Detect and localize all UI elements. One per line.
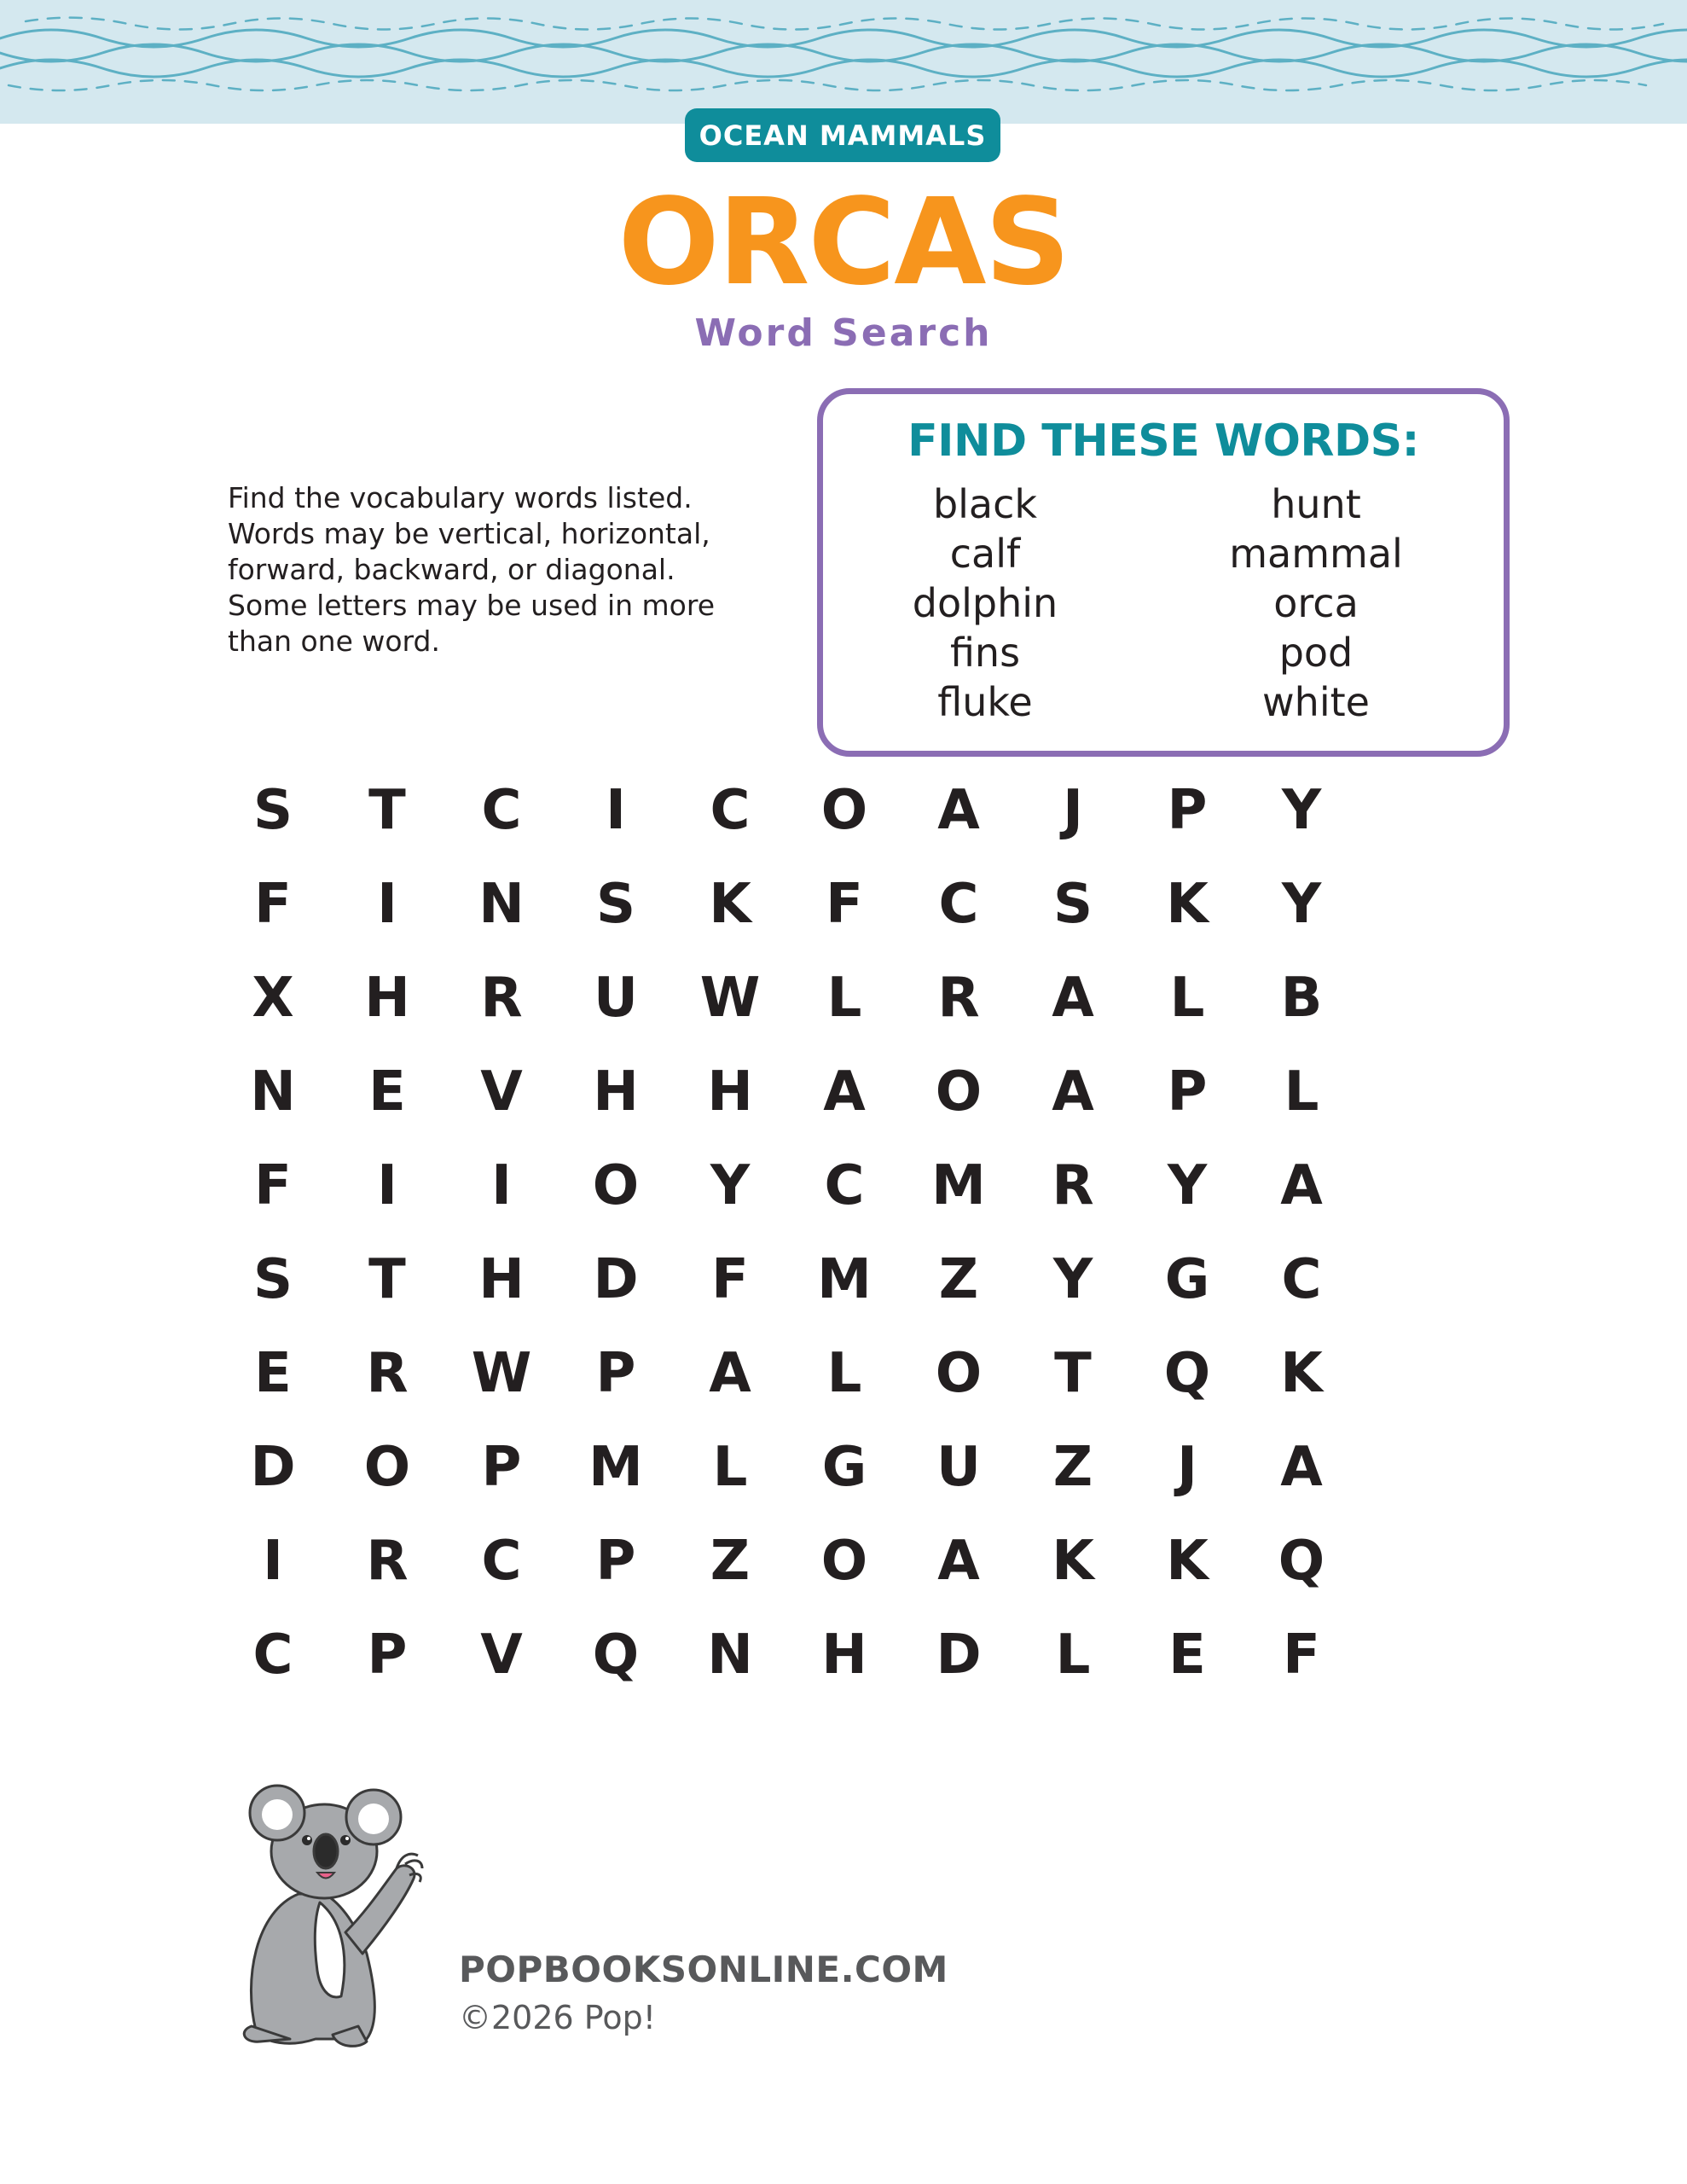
grid-letter: Z [1052, 1436, 1093, 1499]
word-item: hunt [1271, 481, 1361, 527]
grid-letter: N [707, 1623, 753, 1687]
grid-letter: H [707, 1060, 753, 1124]
grid-letter: A [937, 779, 980, 842]
grid-letter: K [1280, 1342, 1323, 1405]
grid-letter: C [824, 1154, 865, 1217]
grid-letter: C [938, 873, 979, 936]
grid-letter: H [593, 1060, 639, 1124]
grid-letter: U [594, 967, 638, 1030]
grid-letter: G [1164, 1248, 1210, 1311]
grid-letter: L [1284, 1060, 1319, 1124]
wave-pattern-icon [0, 0, 1687, 124]
grid-letter: C [481, 779, 522, 842]
word-item: white [1262, 679, 1370, 725]
word-item: calf [949, 531, 1021, 577]
grid-letter: A [709, 1342, 751, 1405]
grid-letter: C [1281, 1248, 1322, 1311]
grid-letter: C [481, 1530, 522, 1593]
grid-letter: Y [1167, 1154, 1208, 1217]
word-list-right-column [1154, 479, 1478, 727]
word-list-title: FIND THESE WORDS: [907, 415, 1419, 467]
word-list-box [817, 388, 1510, 757]
grid-letter: O [592, 1154, 640, 1217]
grid-letter: V [480, 1060, 523, 1124]
grid-letter: V [480, 1623, 523, 1687]
instruction-line: Words may be vertical, horizontal, [228, 517, 710, 550]
grid-letter: R [1052, 1154, 1094, 1217]
grid-letter: L [712, 1436, 748, 1499]
grid-letter: L [826, 1342, 862, 1405]
grid-letter: E [254, 1342, 292, 1405]
grid-letter: H [364, 967, 410, 1030]
grid-letter: A [1280, 1436, 1323, 1499]
grid-letter: O [935, 1342, 983, 1405]
grid-letter: H [478, 1248, 525, 1311]
grid-letter: L [826, 967, 862, 1030]
grid-letter: U [936, 1436, 981, 1499]
grid-letter: I [263, 1530, 283, 1593]
grid-letter: Q [1278, 1530, 1325, 1593]
website-link[interactable]: POPBOOKSONLINE.COM [459, 1949, 948, 1990]
grid-letter: Z [938, 1248, 979, 1311]
grid-letter: P [481, 1436, 522, 1499]
grid-letter: S [595, 873, 636, 936]
grid-letter: A [1280, 1154, 1323, 1217]
grid-letter: J [1063, 779, 1083, 842]
grid-letter: O [363, 1436, 411, 1499]
grid-letter: O [935, 1060, 983, 1124]
word-item: pod [1278, 630, 1354, 676]
grid-letter: E [368, 1060, 406, 1124]
grid-letter: G [821, 1436, 867, 1499]
grid-letter: Z [710, 1530, 751, 1593]
grid-letter: D [250, 1436, 296, 1499]
grid-letter: F [1283, 1623, 1320, 1687]
grid-letter: Q [592, 1623, 640, 1687]
grid-letter: W [471, 1342, 532, 1405]
grid-letter: F [711, 1248, 749, 1311]
word-item: orca [1273, 580, 1359, 626]
word-item: black [932, 481, 1038, 527]
instruction-line: forward, backward, or diagonal. [228, 553, 675, 586]
grid-letter: T [368, 1248, 406, 1311]
grid-letter: M [817, 1248, 872, 1311]
word-item: mammal [1229, 531, 1403, 577]
grid-letter: B [1280, 967, 1323, 1030]
page-title: ORCAS [617, 173, 1070, 312]
grid-letter: E [1168, 1623, 1206, 1687]
wave-header-band [0, 0, 1687, 124]
grid-letter: R [480, 967, 523, 1030]
grid-letter: P [1167, 779, 1208, 842]
grid-letter: L [1169, 967, 1205, 1030]
word-list-left-column [823, 479, 1147, 727]
word-item: fins [949, 630, 1021, 676]
grid-letter: S [252, 1248, 293, 1311]
grid-letter: R [937, 967, 980, 1030]
grid-letter: T [1054, 1342, 1092, 1405]
koala-illustration-icon [239, 1783, 461, 2059]
grid-letter: I [377, 873, 397, 936]
grid-letter: P [367, 1623, 408, 1687]
grid-letter: A [823, 1060, 866, 1124]
grid-letter: F [826, 873, 863, 936]
grid-letter: K [1052, 1530, 1094, 1593]
grid-letter: P [595, 1342, 636, 1405]
grid-letter: I [377, 1154, 397, 1217]
page-subtitle: Word Search [694, 311, 993, 355]
grid-letter: D [593, 1248, 639, 1311]
grid-letter: I [606, 779, 626, 842]
grid-letter: N [250, 1060, 296, 1124]
grid-letter: Y [1052, 1248, 1093, 1311]
grid-letter: F [254, 1154, 292, 1217]
grid-letter: A [937, 1530, 980, 1593]
instruction-line: than one word. [228, 624, 440, 658]
grid-letter: N [478, 873, 525, 936]
word-item: fluke [937, 679, 1033, 725]
grid-letter: C [252, 1623, 293, 1687]
grid-letter: L [1055, 1623, 1091, 1687]
grid-letter: F [254, 873, 292, 936]
instructions [228, 480, 782, 659]
grid-letter: A [1052, 967, 1094, 1030]
instruction-line: Some letters may be used in more [228, 589, 716, 622]
grid-letter: P [595, 1530, 636, 1593]
grid-letter: S [252, 779, 293, 842]
grid-letter: M [931, 1154, 986, 1217]
grid-letter: Y [710, 1154, 751, 1217]
grid-letter: K [1166, 873, 1209, 936]
grid-letter: X [252, 967, 294, 1030]
instruction-line: Find the vocabulary words listed. [228, 481, 693, 514]
grid-letter: I [491, 1154, 512, 1217]
category-badge: OCEAN MAMMALS [685, 108, 1000, 162]
grid-letter: O [820, 779, 868, 842]
grid-letter: K [709, 873, 751, 936]
grid-letter: D [936, 1623, 982, 1687]
copyright-text: ©2026 Pop! [459, 1999, 656, 2036]
grid-letter: R [366, 1530, 409, 1593]
grid-letter: H [821, 1623, 867, 1687]
grid-letter: J [1177, 1436, 1197, 1499]
grid-letter: R [366, 1342, 409, 1405]
grid-letter: P [1167, 1060, 1208, 1124]
grid-letter: W [699, 967, 761, 1030]
grid-letter: S [1052, 873, 1093, 936]
grid-letter: T [368, 779, 406, 842]
grid-letter: Y [1281, 873, 1322, 936]
grid-letter: Q [1163, 1342, 1211, 1405]
grid-letter: C [710, 779, 751, 842]
word-item: dolphin [912, 580, 1058, 626]
grid-letter: A [1052, 1060, 1094, 1124]
grid-letter: Y [1281, 779, 1322, 842]
grid-letter: K [1166, 1530, 1209, 1593]
grid-letter: O [820, 1530, 868, 1593]
grid-letter: M [588, 1436, 643, 1499]
